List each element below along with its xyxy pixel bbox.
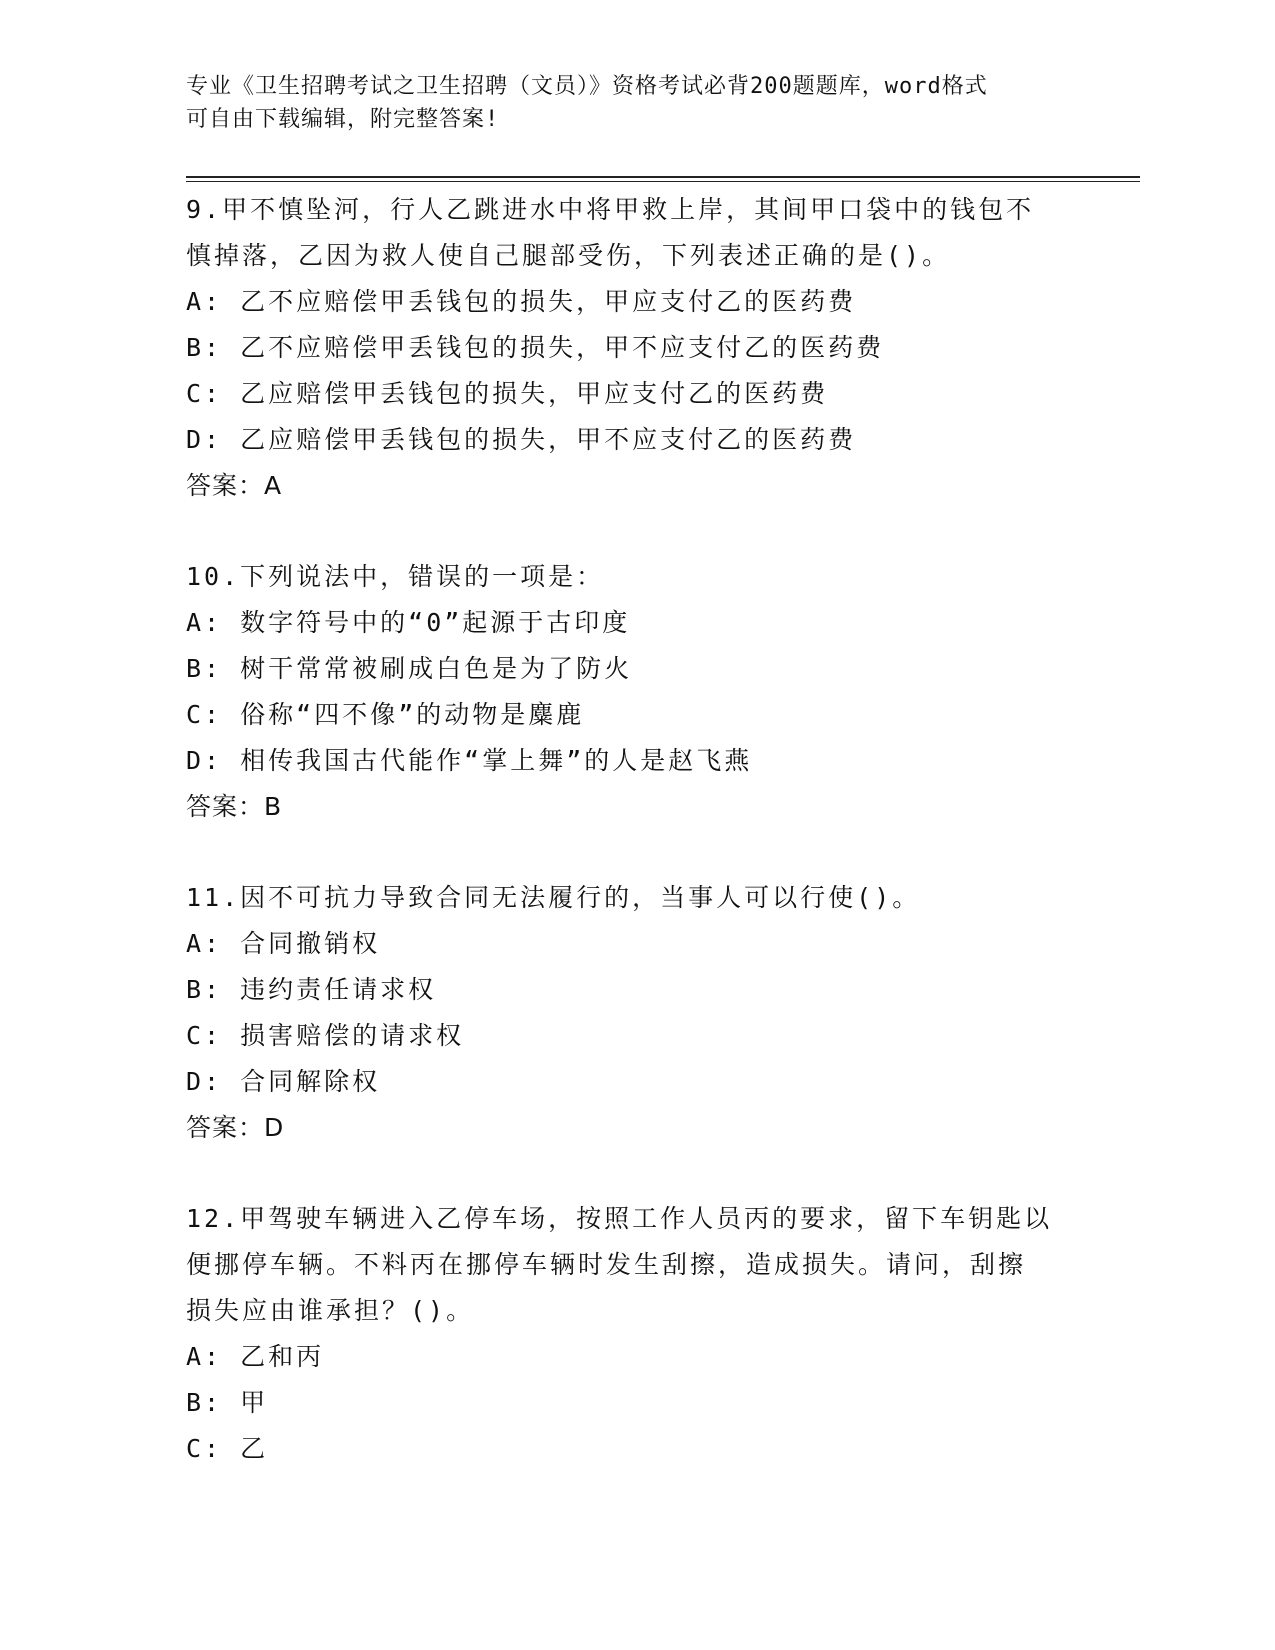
option-b: B: 乙不应赔偿甲丢钱包的损失，甲不应支付乙的医药费 [186, 333, 885, 362]
question-block-10 [186, 554, 1086, 830]
header-divider-thick [186, 176, 1140, 178]
option-a: A: 乙和丙 [186, 1342, 325, 1371]
question-list [186, 187, 1086, 1472]
option-d: D: 合同解除权 [186, 1067, 381, 1096]
question-text-line: 10.下列说法中，错误的一项是： [186, 562, 605, 591]
option-c: C: 乙 [186, 1434, 269, 1463]
option-a: A: 数字符号中的“0”起源于古印度 [186, 608, 631, 637]
option-c: C: 乙应赔偿甲丢钱包的损失，甲应支付乙的医药费 [186, 379, 829, 408]
header-line-2: 可自由下载编辑，附完整答案! [186, 107, 500, 132]
question-text-line: 11.因不可抗力导致合同无法履行的，当事人可以行使()。 [186, 883, 921, 912]
question-gap [186, 830, 1086, 875]
question-block-12 [186, 1196, 1086, 1472]
question-text-line: 便挪停车辆。不料丙在挪停车辆时发生刮擦，造成损失。请问，刮擦 [186, 1250, 1027, 1279]
option-b: B: 树干常常被刷成白色是为了防火 [186, 654, 633, 683]
option-c: C: 损害赔偿的请求权 [186, 1021, 465, 1050]
option-b: B: 甲 [186, 1388, 269, 1417]
question-gap [186, 1151, 1086, 1196]
question-text-line: 12.甲驾驶车辆进入乙停车场，按照工作人员丙的要求，留下车钥匙以 [186, 1204, 1053, 1233]
question-gap [186, 509, 1086, 554]
question-block-9 [186, 187, 1086, 509]
option-c: C: 俗称“四不像”的动物是麋鹿 [186, 700, 585, 729]
option-a: A: 合同撤销权 [186, 929, 381, 958]
question-text-line: 损失应由谁承担？()。 [186, 1296, 475, 1325]
question-text-line: 9.甲不慎坠河，行人乙跳进水中将甲救上岸，其间甲口袋中的钱包不 [186, 195, 1035, 224]
answer-line: 答案：B [186, 792, 283, 821]
option-b: B: 违约责任请求权 [186, 975, 437, 1004]
answer-line: 答案：A [186, 471, 283, 500]
answer-line: 答案：D [186, 1113, 285, 1142]
option-a: A: 乙不应赔偿甲丢钱包的损失，甲应支付乙的医药费 [186, 287, 857, 316]
header-divider-thin [186, 181, 1140, 182]
question-block-11 [186, 875, 1086, 1151]
question-text-line: 慎掉落，乙因为救人使自己腿部受伤，下列表述正确的是()。 [186, 241, 951, 270]
option-d: D: 乙应赔偿甲丢钱包的损失，甲不应支付乙的医药费 [186, 425, 857, 454]
option-d: D: 相传我国古代能作“掌上舞”的人是赵飞燕 [186, 746, 753, 775]
header-line-1: 专业《卫生招聘考试之卫生招聘（文员）》资格考试必背200题题库，word格式 [186, 74, 988, 99]
document-header [186, 70, 1066, 136]
